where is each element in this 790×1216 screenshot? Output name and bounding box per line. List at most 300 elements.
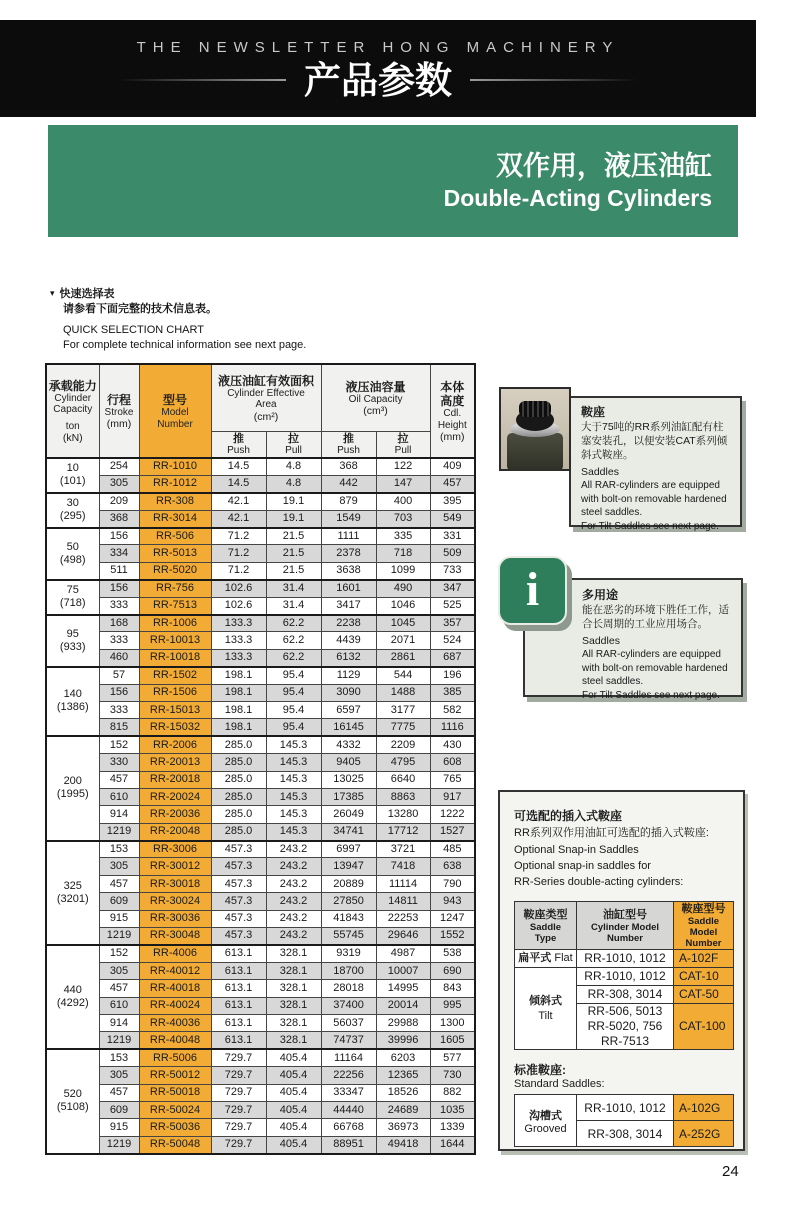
model-cell: RR-15032 — [139, 719, 211, 736]
table-row — [46, 684, 475, 701]
value-cell: 525 — [430, 597, 475, 614]
value-cell: 14995 — [376, 980, 430, 997]
table-row — [46, 841, 475, 858]
value-cell: 7418 — [376, 858, 430, 875]
capacity-cell: 30 (295) — [46, 493, 99, 528]
value-cell: 4987 — [376, 945, 430, 962]
value-cell: 95.4 — [266, 667, 321, 684]
cylinder-model-header: 油缸型号 Cylinder Model Number — [577, 902, 674, 950]
section-banner — [48, 125, 738, 237]
model-cell: RR-30018 — [139, 875, 211, 892]
cylinder-model-cell: RR-1010, 1012 — [577, 1095, 674, 1121]
value-cell: 34741 — [321, 823, 376, 840]
table-row — [46, 493, 475, 510]
saddle-type-cell: 沟槽式 Grooved — [515, 1095, 577, 1147]
value-cell: 368 — [321, 458, 376, 475]
model-cell: RR-1012 — [139, 475, 211, 492]
value-cell: 28018 — [321, 980, 376, 997]
value-cell: 21.5 — [266, 562, 321, 579]
table-row — [46, 1136, 475, 1153]
stroke-cell: 457 — [99, 980, 139, 997]
value-cell: 1552 — [430, 928, 475, 945]
stroke-cell: 914 — [99, 806, 139, 823]
value-cell: 729.7 — [211, 1049, 266, 1066]
value-cell: 729.7 — [211, 1119, 266, 1136]
saddle-table-row — [515, 968, 734, 986]
value-cell: 524 — [430, 632, 475, 649]
value-cell: 1527 — [430, 823, 475, 840]
value-cell: 6640 — [376, 771, 430, 788]
model-cell: RR-1006 — [139, 615, 211, 632]
value-cell: 335 — [376, 528, 430, 545]
capacity-cell: 200 (1995) — [46, 736, 99, 840]
value-cell: 6597 — [321, 701, 376, 718]
value-cell: 88951 — [321, 1136, 376, 1153]
table-row — [46, 667, 475, 684]
value-cell: 102.6 — [211, 580, 266, 597]
value-cell: 8863 — [376, 788, 430, 805]
stroke-cell: 915 — [99, 1119, 139, 1136]
value-cell: 71.2 — [211, 528, 266, 545]
saddle-type-header: 鞍座类型 Saddle Type — [515, 902, 577, 950]
value-cell: 718 — [376, 545, 430, 562]
table-row — [46, 1101, 475, 1118]
value-cell: 328.1 — [266, 1015, 321, 1032]
value-cell: 31.4 — [266, 580, 321, 597]
value-cell: 2071 — [376, 632, 430, 649]
model-cell: RR-30036 — [139, 910, 211, 927]
value-cell: 509 — [430, 545, 475, 562]
model-cell: RR-40048 — [139, 1032, 211, 1049]
value-cell: 1300 — [430, 1015, 475, 1032]
value-cell: 17385 — [321, 788, 376, 805]
newsletter-text: THE NEWSLETTER HONG MACHINERY — [136, 38, 620, 56]
value-cell: 328.1 — [266, 980, 321, 997]
saddles-title-en: Saddles — [581, 466, 619, 478]
value-cell: 14.5 — [211, 475, 266, 492]
value-cell: 485 — [430, 841, 475, 858]
value-cell: 145.3 — [266, 754, 321, 771]
table-row — [46, 945, 475, 962]
value-cell: 790 — [430, 875, 475, 892]
value-cell: 4.8 — [266, 458, 321, 475]
table-row — [46, 615, 475, 632]
stroke-cell: 254 — [99, 458, 139, 475]
saddle-model-cell: A-252G — [674, 1121, 734, 1147]
value-cell: 145.3 — [266, 788, 321, 805]
model-cell: RR-20024 — [139, 788, 211, 805]
value-cell: 16145 — [321, 719, 376, 736]
value-cell: 9319 — [321, 945, 376, 962]
value-cell: 1045 — [376, 615, 430, 632]
stroke-cell: 156 — [99, 580, 139, 597]
table-row — [46, 597, 475, 614]
capacity-cell: 75 (718) — [46, 580, 99, 615]
table-row — [46, 1032, 475, 1049]
model-cell: RR-1502 — [139, 667, 211, 684]
table-row — [46, 1015, 475, 1032]
capacity-cell: 95 (933) — [46, 615, 99, 667]
saddle-photo — [499, 387, 571, 471]
value-cell: 145.3 — [266, 806, 321, 823]
value-cell: 3638 — [321, 562, 376, 579]
stroke-cell: 457 — [99, 771, 139, 788]
quick-selection-table — [45, 363, 476, 1155]
col-header-capacity: 承载能力 Cylinder Capacity ton (kN) — [46, 364, 99, 458]
value-cell: 12365 — [376, 1067, 430, 1084]
snapin-saddles-panel: 可选配的插入式鞍座 RR系列双作用油缸可选配的插入式鞍座: Optional Snap-in Saddles Optional snap-in saddles for RR-Series double-acting cylinders: 鞍座类型 Saddle Type 油缸型号 Cylinder Model Number 鞍座型号 Saddle Model Number 扁平式 Flat RR-1010, 1012 A-102F 倾斜式 Tilt RR-1010, 1012 CAT-10 RR-308, 3014 CAT-50 RR-506, 5013 RR-5020, 756 RR-7513 CAT-100 标准鞍座: Standard Saddles: 沟槽式 Grooved RR-1010, 1012 A-102G RR-308, 3014 A-252G — [498, 790, 745, 1151]
stroke-cell: 153 — [99, 841, 139, 858]
value-cell: 122 — [376, 458, 430, 475]
value-cell: 36973 — [376, 1119, 430, 1136]
stroke-cell: 914 — [99, 1015, 139, 1032]
value-cell: 729.7 — [211, 1101, 266, 1118]
cylinder-model-cell: RR-1010, 1012 — [577, 968, 674, 986]
model-cell: RR-50018 — [139, 1084, 211, 1101]
saddles-note-box: 鞍座 大于75吨的RR系列油缸配有柱塞安装孔，以便安装CAT系列倾斜式鞍座。 Saddles All RAR-cylinders are equipped with bolt-on removable hardened steel saddles. For Tilt Saddles see next page. — [569, 396, 742, 527]
title-line-left — [118, 79, 286, 81]
value-cell: 14.5 — [211, 458, 266, 475]
value-cell: 328.1 — [266, 962, 321, 979]
value-cell: 430 — [430, 736, 475, 753]
value-cell: 2238 — [321, 615, 376, 632]
intro-title-zh: 快速选择表 — [59, 288, 115, 300]
saddle-table-row — [515, 950, 734, 968]
value-cell: 133.3 — [211, 649, 266, 666]
stroke-cell: 305 — [99, 962, 139, 979]
value-cell: 385 — [430, 684, 475, 701]
table-row — [46, 997, 475, 1014]
value-cell: 133.3 — [211, 632, 266, 649]
value-cell: 613.1 — [211, 997, 266, 1014]
table-row — [46, 893, 475, 910]
value-cell: 613.1 — [211, 945, 266, 962]
value-cell: 42.1 — [211, 493, 266, 510]
model-cell: RR-3014 — [139, 510, 211, 527]
value-cell: 1035 — [430, 1101, 475, 1118]
cylinder-model-cell: RR-1010, 1012 — [577, 950, 674, 968]
subheader-oil-push: 推 Push — [321, 431, 376, 458]
value-cell: 4795 — [376, 754, 430, 771]
value-cell: 943 — [430, 893, 475, 910]
col-header-stroke: 行程 Stroke (mm) — [99, 364, 139, 458]
value-cell: 20889 — [321, 875, 376, 892]
model-cell: RR-10018 — [139, 649, 211, 666]
stroke-cell: 609 — [99, 1101, 139, 1118]
model-cell: RR-30024 — [139, 893, 211, 910]
value-cell: 4332 — [321, 736, 376, 753]
value-cell: 285.0 — [211, 771, 266, 788]
table-row — [46, 632, 475, 649]
model-cell: RR-50024 — [139, 1101, 211, 1118]
value-cell: 690 — [430, 962, 475, 979]
capacity-cell: 50 (498) — [46, 528, 99, 580]
value-cell: 285.0 — [211, 754, 266, 771]
value-cell: 66768 — [321, 1119, 376, 1136]
stroke-cell: 1219 — [99, 1032, 139, 1049]
model-cell: RR-4006 — [139, 945, 211, 962]
saddle-type-cell: 倾斜式 Tilt — [515, 968, 577, 1050]
value-cell: 19.1 — [266, 510, 321, 527]
value-cell: 1549 — [321, 510, 376, 527]
value-cell: 582 — [430, 701, 475, 718]
table-row — [46, 701, 475, 718]
value-cell: 765 — [430, 771, 475, 788]
value-cell: 549 — [430, 510, 475, 527]
value-cell: 243.2 — [266, 893, 321, 910]
value-cell: 18526 — [376, 1084, 430, 1101]
model-cell: RR-756 — [139, 580, 211, 597]
value-cell: 1247 — [430, 910, 475, 927]
model-cell: RR-5006 — [139, 1049, 211, 1066]
stroke-cell: 460 — [99, 649, 139, 666]
saddles-body-zh: 大于75吨的RR系列油缸配有柱塞安装孔，以便安装CAT系列倾斜式鞍座。 — [581, 421, 728, 461]
value-cell: 243.2 — [266, 928, 321, 945]
value-cell: 879 — [321, 493, 376, 510]
value-cell: 405.4 — [266, 1119, 321, 1136]
value-cell: 71.2 — [211, 545, 266, 562]
stroke-cell: 334 — [99, 545, 139, 562]
value-cell: 1222 — [430, 806, 475, 823]
value-cell: 42.1 — [211, 510, 266, 527]
col-header-oil-capacity: 液压油容量 Oil Capacity (cm³) — [321, 364, 430, 431]
value-cell: 62.2 — [266, 615, 321, 632]
table-row — [46, 545, 475, 562]
value-cell: 608 — [430, 754, 475, 771]
table-row — [46, 580, 475, 597]
value-cell: 95.4 — [266, 701, 321, 718]
cylinder-model-cell: RR-308, 3014 — [577, 986, 674, 1004]
saddle-model-cell: CAT-50 — [674, 986, 734, 1004]
info-icon: i — [498, 556, 567, 625]
stroke-cell: 330 — [99, 754, 139, 771]
table-row — [46, 1119, 475, 1136]
header-band — [0, 20, 756, 117]
value-cell: 147 — [376, 475, 430, 492]
stroke-cell: 305 — [99, 858, 139, 875]
value-cell: 71.2 — [211, 562, 266, 579]
snapin-title-en: Optional Snap-in Saddles — [514, 844, 639, 856]
stroke-cell: 1219 — [99, 823, 139, 840]
value-cell: 613.1 — [211, 962, 266, 979]
value-cell: 243.2 — [266, 910, 321, 927]
table-row — [46, 928, 475, 945]
table-row — [46, 1049, 475, 1066]
value-cell: 198.1 — [211, 667, 266, 684]
model-cell: RR-308 — [139, 493, 211, 510]
intro-block — [50, 286, 306, 353]
value-cell: 3417 — [321, 597, 376, 614]
capacity-cell: 440 (4292) — [46, 945, 99, 1049]
value-cell: 95.4 — [266, 684, 321, 701]
standard-saddles-label: 标准鞍座: Standard Saddles: — [514, 1063, 605, 1090]
value-cell: 13280 — [376, 806, 430, 823]
value-cell: 400 — [376, 493, 430, 510]
intro-line-zh: 请参看下面完整的技术信息表。 — [63, 303, 217, 315]
stroke-cell: 305 — [99, 1067, 139, 1084]
value-cell: 22256 — [321, 1067, 376, 1084]
model-cell: RR-50036 — [139, 1119, 211, 1136]
table-row — [46, 962, 475, 979]
table-row — [46, 510, 475, 527]
stroke-cell: 610 — [99, 788, 139, 805]
value-cell: 457.3 — [211, 928, 266, 945]
value-cell: 1129 — [321, 667, 376, 684]
value-cell: 6997 — [321, 841, 376, 858]
model-cell: RR-50048 — [139, 1136, 211, 1153]
stroke-cell: 368 — [99, 510, 139, 527]
value-cell: 1046 — [376, 597, 430, 614]
value-cell: 13025 — [321, 771, 376, 788]
value-cell: 26049 — [321, 806, 376, 823]
stroke-cell: 457 — [99, 1084, 139, 1101]
saddle-type-cell: 扁平式 Flat — [515, 950, 577, 968]
saddle-knurl-art — [519, 401, 551, 417]
value-cell: 49418 — [376, 1136, 430, 1153]
stroke-cell: 815 — [99, 719, 139, 736]
value-cell: 347 — [430, 580, 475, 597]
value-cell: 285.0 — [211, 788, 266, 805]
cylinder-model-cell: RR-308, 3014 — [577, 1121, 674, 1147]
model-cell: RR-7513 — [139, 597, 211, 614]
value-cell: 31.4 — [266, 597, 321, 614]
model-cell: RR-40024 — [139, 997, 211, 1014]
model-cell: RR-30012 — [139, 858, 211, 875]
value-cell: 405.4 — [266, 1136, 321, 1153]
banner-title-en: Double-Acting Cylinders — [443, 184, 712, 211]
value-cell: 882 — [430, 1084, 475, 1101]
value-cell: 1605 — [430, 1032, 475, 1049]
table-row — [46, 458, 475, 475]
value-cell: 409 — [430, 458, 475, 475]
value-cell: 243.2 — [266, 875, 321, 892]
value-cell: 405.4 — [266, 1049, 321, 1066]
value-cell: 198.1 — [211, 719, 266, 736]
value-cell: 6132 — [321, 649, 376, 666]
table-row — [46, 562, 475, 579]
value-cell: 577 — [430, 1049, 475, 1066]
value-cell: 37400 — [321, 997, 376, 1014]
value-cell: 613.1 — [211, 1032, 266, 1049]
value-cell: 1601 — [321, 580, 376, 597]
title-line-right — [470, 79, 638, 81]
stroke-cell: 168 — [99, 615, 139, 632]
value-cell: 729.7 — [211, 1136, 266, 1153]
model-cell: RR-5020 — [139, 562, 211, 579]
value-cell: 21.5 — [266, 528, 321, 545]
value-cell: 27850 — [321, 893, 376, 910]
value-cell: 2378 — [321, 545, 376, 562]
saddles-title-zh: 鞍座 — [581, 405, 606, 419]
stroke-cell: 610 — [99, 997, 139, 1014]
capacity-cell: 325 (3201) — [46, 841, 99, 945]
snapin-title-zh: 可选配的插入式鞍座 — [514, 809, 623, 823]
subheader-oil-pull: 拉 Pull — [376, 431, 430, 458]
saddle-model-cell: A-102F — [674, 950, 734, 968]
value-cell: 405.4 — [266, 1084, 321, 1101]
value-cell: 19.1 — [266, 493, 321, 510]
value-cell: 3090 — [321, 684, 376, 701]
model-cell: RR-15013 — [139, 701, 211, 718]
value-cell: 917 — [430, 788, 475, 805]
table-row — [46, 1084, 475, 1101]
stroke-cell: 156 — [99, 684, 139, 701]
value-cell: 442 — [321, 475, 376, 492]
value-cell: 703 — [376, 510, 430, 527]
table-row — [46, 754, 475, 771]
value-cell: 2861 — [376, 649, 430, 666]
value-cell: 729.7 — [211, 1084, 266, 1101]
cylinder-model-cell: RR-506, 5013 RR-5020, 756 RR-7513 — [577, 1004, 674, 1050]
snapin-subtitle-zh: RR系列双作用油缸可选配的插入式鞍座: — [514, 827, 709, 839]
value-cell: 285.0 — [211, 823, 266, 840]
value-cell: 41843 — [321, 910, 376, 927]
value-cell: 55745 — [321, 928, 376, 945]
col-header-effective-area: 液压油缸有效面积 Cylinder Effective Area (cm²) — [211, 364, 321, 431]
stroke-cell: 153 — [99, 1049, 139, 1066]
value-cell: 457 — [430, 475, 475, 492]
value-cell: 613.1 — [211, 1015, 266, 1032]
value-cell: 357 — [430, 615, 475, 632]
standard-saddle-table — [514, 1094, 734, 1147]
table-row — [46, 736, 475, 753]
value-cell: 1099 — [376, 562, 430, 579]
value-cell: 95.4 — [266, 719, 321, 736]
value-cell: 11164 — [321, 1049, 376, 1066]
model-cell: RR-50012 — [139, 1067, 211, 1084]
value-cell: 243.2 — [266, 841, 321, 858]
value-cell: 1339 — [430, 1119, 475, 1136]
table-row — [46, 788, 475, 805]
value-cell: 24689 — [376, 1101, 430, 1118]
stroke-cell: 457 — [99, 875, 139, 892]
value-cell: 56037 — [321, 1015, 376, 1032]
value-cell: 331 — [430, 528, 475, 545]
value-cell: 7775 — [376, 719, 430, 736]
value-cell: 198.1 — [211, 684, 266, 701]
value-cell: 11114 — [376, 875, 430, 892]
capacity-cell: 520 (5108) — [46, 1049, 99, 1153]
multipurpose-title-en: Saddles — [582, 635, 620, 647]
value-cell: 729.7 — [211, 1067, 266, 1084]
value-cell: 62.2 — [266, 632, 321, 649]
value-cell: 29988 — [376, 1015, 430, 1032]
value-cell: 405.4 — [266, 1101, 321, 1118]
value-cell: 44440 — [321, 1101, 376, 1118]
value-cell: 457.3 — [211, 893, 266, 910]
saddle-model-cell: CAT-100 — [674, 1004, 734, 1050]
value-cell: 638 — [430, 858, 475, 875]
value-cell: 22253 — [376, 910, 430, 927]
snapin-saddle-table — [514, 901, 734, 1050]
triangle-marker: ▾ — [50, 288, 55, 298]
value-cell: 1111 — [321, 528, 376, 545]
intro-line-en: For complete technical information see next page. — [63, 339, 307, 351]
saddle-model-header: 鞍座型号 Saddle Model Number — [674, 902, 734, 950]
model-cell: RR-40018 — [139, 980, 211, 997]
stroke-cell: 333 — [99, 632, 139, 649]
multipurpose-note-box: 多用途 能在恶劣的环境下胜任工作，适合长周期的工业应用场合。 Saddles All RAR-cylinders are equipped with bolt-on removable hardened steel saddles. For Tilt Saddles see next page. — [523, 578, 743, 697]
multipurpose-title-zh: 多用途 — [582, 588, 619, 602]
col-header-model: 型号 Model Number — [139, 364, 211, 458]
value-cell: 13947 — [321, 858, 376, 875]
table-row — [46, 806, 475, 823]
value-cell: 3177 — [376, 701, 430, 718]
value-cell: 9405 — [321, 754, 376, 771]
value-cell: 730 — [430, 1067, 475, 1084]
model-cell: RR-1506 — [139, 684, 211, 701]
page-title: 产品参数 — [304, 59, 452, 101]
